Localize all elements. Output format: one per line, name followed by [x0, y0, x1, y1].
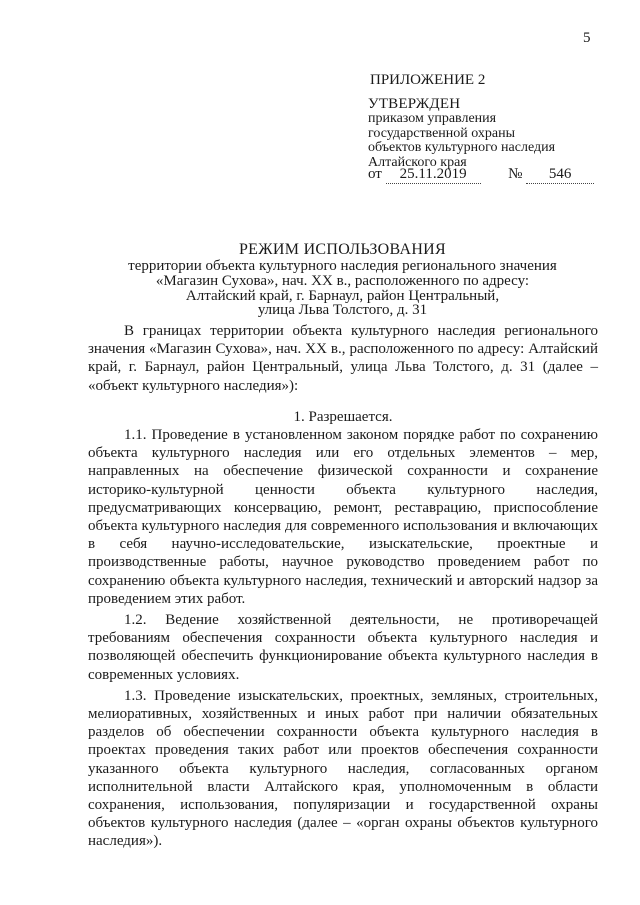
title-line: «Магазин Сухова», нач. XX в., расположенного по адресу:	[155, 272, 530, 289]
order-number-sign: №	[508, 166, 523, 182]
approved-label: УТВЕРЖДЕН	[368, 96, 461, 112]
approval-line: приказом управления	[368, 111, 497, 126]
item-paragraph-1-2: 1.2. Ведение хозяйственной деятельности, не противоречащей требованиям обеспечения сохранности объекта культурного наследия и позволяющей обеспечить функционирование объекта культурного наследия в современных условиях.	[88, 612, 598, 683]
intro-paragraph: В границах территории объекта культурного наследия регионального значения «Магазин Сухова», нач. XX в., расположенного по адресу: Алтайский край, г. Барнаул, район Центральный, улица Льва Толстого, д. 31 (далее – «объект культурного наследия»):	[88, 323, 598, 394]
document-title	[90, 240, 595, 318]
order-date: 25.11.2019	[386, 166, 481, 184]
order-prefix: от	[368, 166, 382, 182]
approval-block	[368, 97, 555, 170]
page-number: 5	[583, 30, 591, 46]
title-line: территории объекта культурного наследия регионального значения	[128, 258, 557, 274]
item-paragraph-1-1: 1.1. Проведение в установленном законом порядке работ по сохранению объекта культурного наследия или его отдельных элементов – мер, направленных на обеспечение физической сохранности и сохранение историко-культурной ценности объекта культурного наследия, предусматривающих консервацию, ремонт, реставрацию, приспособление объекта культурного наследия для современного использования и включающих в себя научно-исследовательские, изыскательские, проектные и производственные работы, научное руководство проведением работ по сохранению объекта культурного наследия, технический и авторский надзор за проведением этих работ.	[88, 427, 598, 607]
title-line: улица Льва Толстого, д. 31	[257, 302, 428, 319]
approval-line: государственной охраны	[368, 125, 516, 141]
order-line	[368, 166, 594, 184]
order-number: 546	[526, 166, 594, 184]
document-body	[88, 322, 598, 851]
section-title: 1. Разрешается.	[293, 408, 393, 425]
item-paragraph-1-3: 1.3. Проведение изыскательских, проектных, земляных, строительных, мелиоративных, хозяйственных и иных работ при наличии обязательных разделов об обеспечении сохранности объекта культурного наследия в проектах проведения таких работ или проектов обеспечения сохранности указанного объекта культурного наследия, согласованных органом исполнительной власти Алтайского края, уполномоченным в области сохранения, использования, популяризации и государственной охраны объектов культурного наследия (далее – «орган охраны объектов культурного наследия»).	[88, 687, 598, 850]
approval-line: объектов культурного наследия	[368, 140, 556, 155]
approval-line: Алтайского края	[368, 154, 467, 170]
title-main: РЕЖИМ ИСПОЛЬЗОВАНИЯ	[238, 241, 447, 258]
title-line: Алтайский край, г. Барнаул, район Центральный,	[185, 287, 500, 304]
appendix-label: ПРИЛОЖЕНИЕ 2	[370, 72, 486, 88]
